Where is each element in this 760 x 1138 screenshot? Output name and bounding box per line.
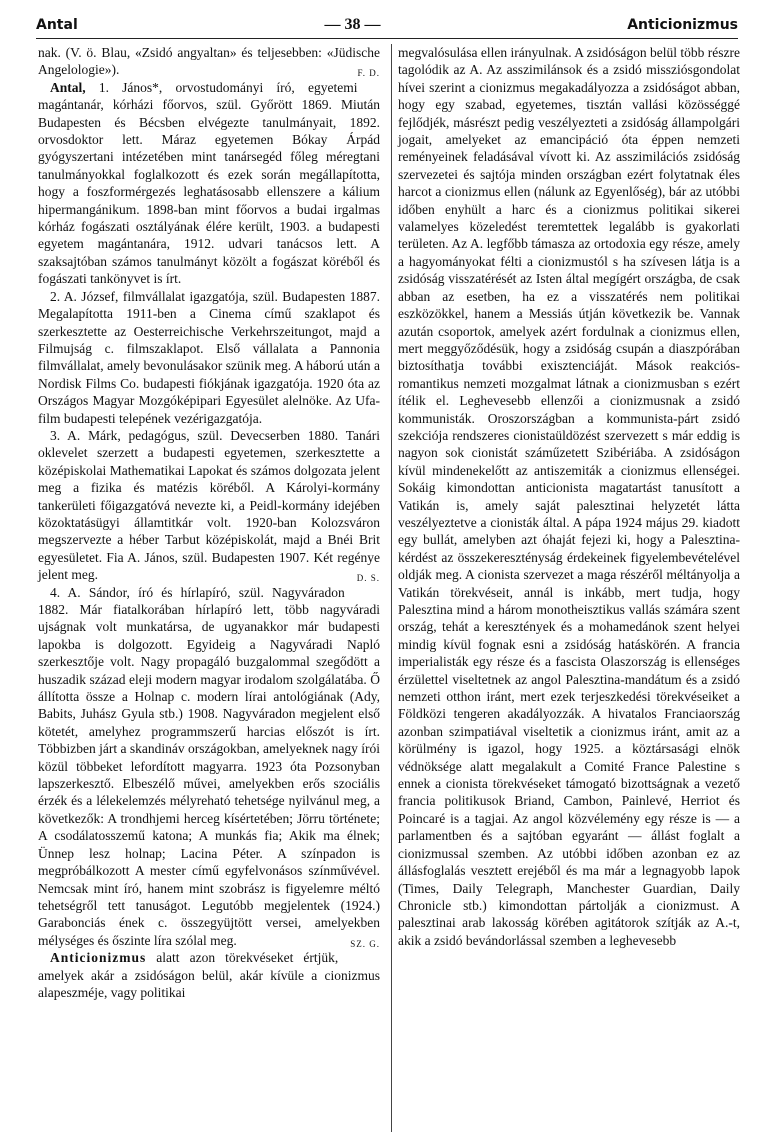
paragraph-text: nak. (V. ö. Blau, «Zsidó angyaltan» és teljesebben: «Jüdische Angelologie»).: [38, 45, 380, 78]
right-column: [398, 44, 740, 949]
author-signature: D. S.: [356, 573, 380, 584]
entry-headword: Antal,: [50, 79, 86, 95]
paragraph-text: megvalósulása ellen irányulnak. A zsidóságon belül több részre tagolódik az A. Az asszimilánsok és a zsidó missziósgondolat hívei szerint a cionizmus megakadályozza a zsidóságot abban, hogy egy szabad, egyetemes, tisztán vallási közösséggé fejlődjék, másrészt pedig veszélyezteti a zsidóság állampolgári jogait, amelyeket az emancipáció óta éppen nemzeti reményeinek feladásával vívott ki. Az asszimilációs zsidóság szervezetei és sajtója minden országban ezért folytatnak éles harcot a cionizmus ellen (nálunk az Egyenlőség), bár az utóbbi időben enyhült a harc és a cionizmus politikai sikerei valamelyes közeledést teremtettek legalább is gyakorlati területen. Az A. legfőbb támasza az ortodoxia egy része, amely a hagyományokat félti a cionizmustól s ha szívesen látja is a zsidóság visszatérését az Isten által megígért országba, de csak abban az esetben, ha ez a visszatérés nem politikai eszközökkel, hanem a Messiás útján következik be. Vannak azután csoportok, amelyek azért fordulnak a cionizmus ellen, mert meggyőződésük, hogy a zsidóság csupán a diaszpórában biztosíthatja további exisztenciáját. Mások reakciós-romantikus nemzeti mozgalmat látnak a cionizmusban s ezért ítélik el. Leghevesebb ellenzői a cionizmusnak a zsidó kommunisták. Oroszországban a kommunista-párt zsidó szekciója rendszeres cionistaüldözést szervezett s már eddig is nagyon sok cionistát száműzetett Szibériába. A zsidóságon kívül mindenekelőtt az antiszemiták a cionizmus ellenségei. Sokáig kimondottan anticionista magatartást tanusított a Vatikán is, amely saját palesztinai helyzetét látta veszélyeztetve a cionisták által. A pápa 1924 május 29. kiadott egy bullát, amelyben azt óhaját fejezi ki, hogy a Palesztina-kérdést az összekeresztényság érdekeinek figyelembevételével oldják meg. A cionista szervezet a maga részéről méltányolja a Vatikán törekvéseit, annál is inkább, mert tudja, hogy Palesztina mind a három monotheisztikus vallás számára szent ország, tehát a keresztények és a mohamedánok szent helyei mindig kívül fognak esni a zsidóság hatáskörén. A francia imperialisták egy része és a fascista Olaszország is ellenséges érzülettel viseltetnek az angol Palesztina-mandátum és a zsidó nemzeti otthon iránt, mert ezek terjeszkedési törekvéseiket a Földközi tengeren akadályozzák. A hivatalos Franciaország azonban szimpatiával viseltetik a cionizmus iránt, amit az a körülmény is igazol, hogy 1925. a köztársasági elnök védnöksége alatt megalakult a Comité France Palestine s ennek a cionista törekvéseket támogató bizottságnak a vezető francia politikusok Briand, Cambon, Painlevé, Herriot és Poincaré is a tagjai. Az angol közvélemény egy része is — a parlamentben és a sajtóban egyaránt — állást foglalt a cionizmussal szemben. Az utóbbi időben azonban ez az állásfoglalás vesztett erejéből és ma már a legnagyobb lapok (Times, Daily Telegraph, Manchester Guardian, Daily Chronicle stb.) kimondottan pártolják a cionizmust. A palesztinai arab lakosság körében agitátorok szítják az A.-t, akik a zsidó bevándorlással szemben a leghevesebb: [398, 45, 740, 948]
paragraph-text: 1. János*, orvostudományi író, egyetemi magántanár, kórházi főorvos, szül. Győrött 1869. Miután Budapesten és Bécsben elvégezte tanulmányait, 1892. orvosdoktor lett. Máraz egyetemen Bókay Árpád gyógyszertani intézetében mint tanársegéd főleg méregtani tanulmányokkal foglalkozott és ezek során megállapította, hogy a foszformérgezés leghatásosabb ellenszere a kálium hipermangánikum. 1898-ban mint főorvos a budai irgalmas kórház fogászati osztályának élére került, 1903. a budapesti egyetem magántanára, 1912. udvari tanácsos lett. A szaksajtóban számos tanulmányt közölt a fogászat köréből és fogászati tankönyvet is írt.: [38, 79, 380, 287]
author-signature: SZ. G.: [350, 938, 380, 949]
paragraph: [38, 427, 380, 584]
paragraph-text: alatt azon törekvéseket értjük, amelyek akár a zsidóságon belül, akár kívüle a cionizmus alapeszméje, vagy politikai: [38, 950, 380, 1000]
header-left-word: Antal: [36, 17, 78, 33]
paragraph-text: 4. A. Sándor, író és hírlapíró, szül. Nagyváradon 1882. Már fiatalkorában hírlapíró lett, több nagyváradi ujságnak volt munkatársa, de ugyanakkor már budapesti lapokba is dolgozott. Egyideig a Nagyváradi Napló szerkesztője volt. Nagy propagáló buzgalommal szegődött a huszadik század eleji modern magyar irodalom szolgálatába. Ő állította össze a Holnap c. modern lírai antológiának (Ady, Babits, Juhász Gyula stb.) 1908. Nagyváradon megjelent első kötetét, amelyhez programmszerű harcias előszót is írt. Többizben járt a skandináv országokban, amelyeknek nagy írói közül többeket lefordított magyarra. 1923 óta Pozsonyban lapszerkesztő. Elbeszélő művei, amelyekben erős szociális érzék és a lélekelemzés mélyreható tehetsége nyilvánul meg, a következők: A trondhjemi herceg kísértetében; Jörru története; A csodálatosszemű katona; A munkás fia; Akik ma élnek; Ünnep lesz holnap; Lacina Péter. A színpadon is megpróbálkozott A mester című egyfelvonásos színművével. Nemcsak mint író, hanem mint szobrász is figyelemre méltó tehetségről tett tanuságot. Legutóbb megjelentek (1924.) Garabonciás ének c. összegyüjtött versei, amelyekben mélységes és őszinte líra szólal meg.: [38, 584, 380, 948]
page-header: [36, 12, 738, 38]
paragraph: [38, 79, 380, 288]
left-column: [38, 44, 380, 1001]
header-rule: [36, 38, 738, 39]
page-number: — 38 —: [324, 16, 381, 33]
paragraph: [398, 44, 740, 949]
paragraph: [38, 949, 380, 1001]
author-signature: F. D.: [357, 68, 380, 79]
paragraph: [38, 44, 380, 79]
entry-headword: Anticionizmus: [50, 950, 147, 966]
column-divider: [391, 44, 392, 1132]
paragraph-text: 3. A. Márk, pedagógus, szül. Devecserben 1880. Tanári oklevelet szerzett a budapesti egyetemen, szerkesztette a középiskolai Mathematikai Lapokat és számos dolgozata jelent meg a fizika és matézis köréből. A Károlyi-kormány tankerületi főigazgatóvá nevezte ki, a Peidl-kormány idejében közoktatásügyi államtitkár volt. 1920-ban Kolozsváron megszervezte a héber Tarbut középiskolát, majd a Bnéi Brit egyesületet. Fia A. János, szül. Budapesten 1907. Két regénye jelent meg.: [38, 427, 380, 583]
paragraph: [38, 584, 380, 950]
paragraph-text: 2. A. József, filmvállalat igazgatója, szül. Budapesten 1887. Megalapította 1911-ben a Cinema című szaklapot és szerkesztette az Oesterreichische Verkehrszeitungot, majd a Filmujság c. filmszaklapot. Első vállalata a Pannonia filmvállalat, amely bevonulásakor szünik meg. A háború után a Nordisk Films Co. budapesti fiókjának igazgatója. 1920 óta az Országos Magyar Mozgóképipari Egyesület alelnöke. Az Ufa-film budapesti telepének vezérigazgatója.: [38, 288, 380, 426]
header-right-word: Anticionizmus: [627, 17, 738, 33]
paragraph: [38, 288, 380, 427]
